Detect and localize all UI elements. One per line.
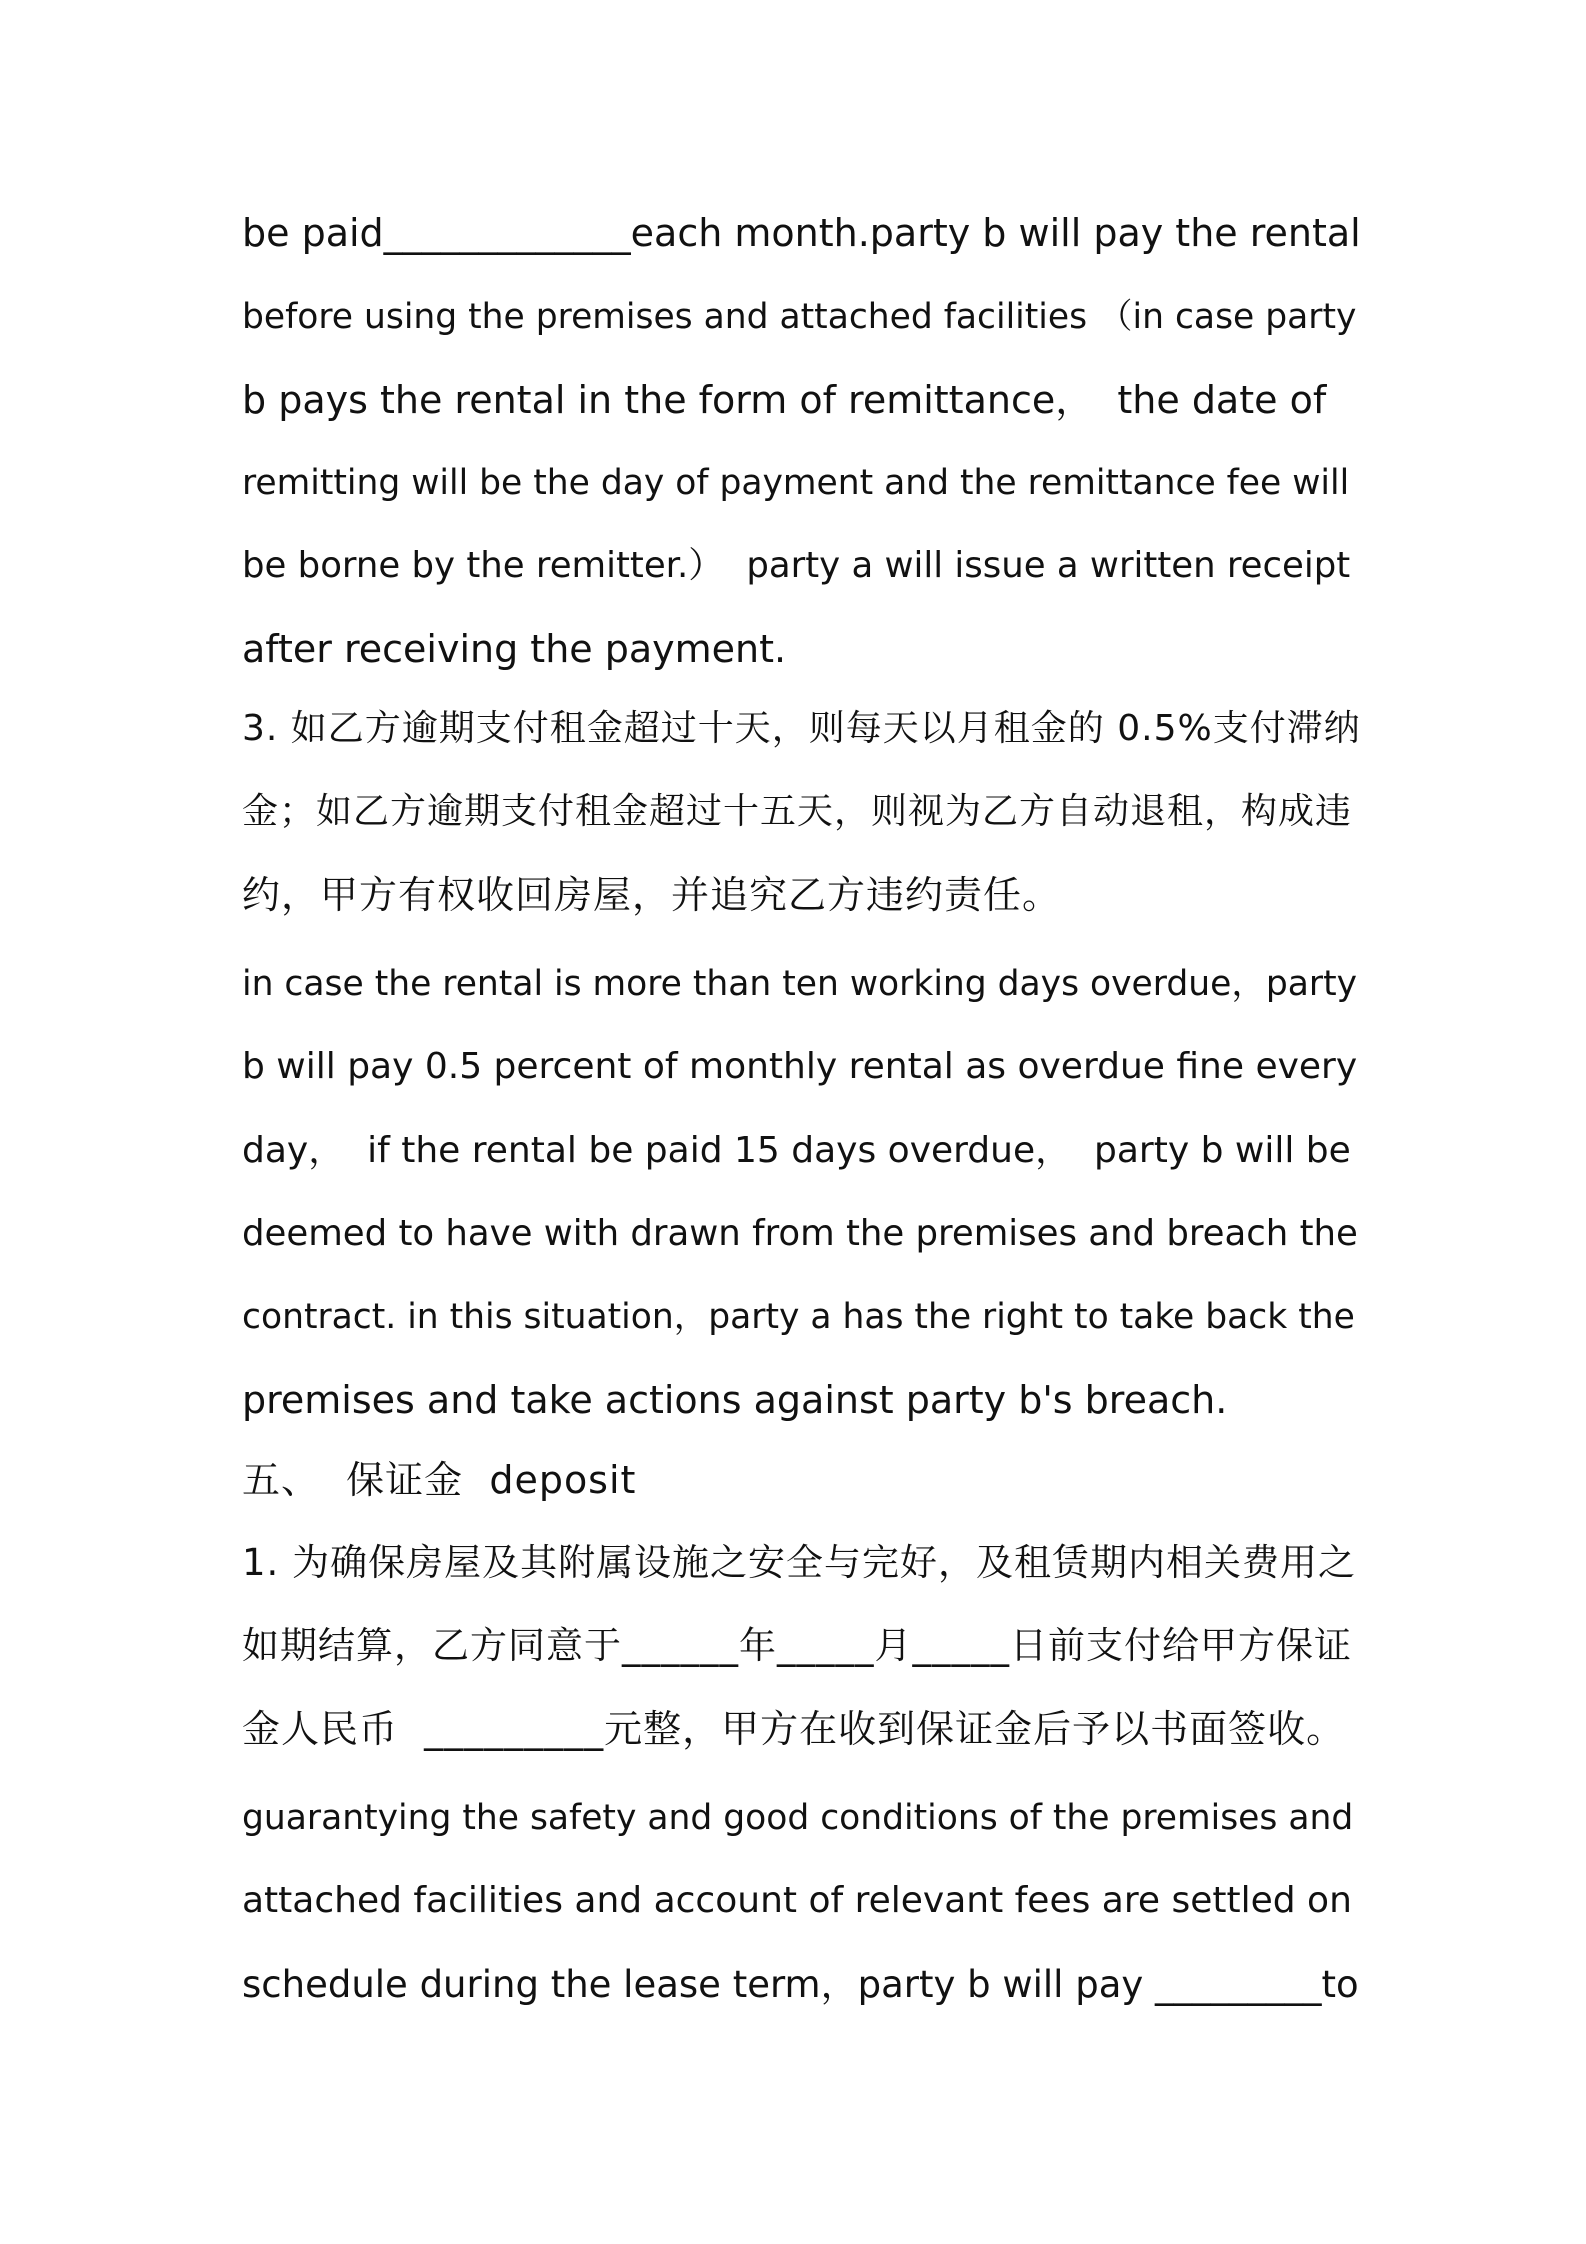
text-line: 3. 如乙方逾期支付租金超过十天，则每天以月租金的 0.5%支付滞纳 bbox=[242, 708, 1361, 749]
text-line: guarantying the safety and good conditions of the premises and bbox=[242, 1798, 1354, 1838]
section-heading: 五、 保证金 deposit bbox=[242, 1458, 637, 1502]
text-line: 约，甲方有权收回房屋，并追究乙方违约责任。 bbox=[242, 873, 1062, 917]
text-line: 金人民币 _________元整，甲方在收到保证金后予以书面签收。 bbox=[242, 1707, 1346, 1751]
text-line: 如期结算，乙方同意于______年_____月_____日前支付给甲方保证 bbox=[242, 1624, 1352, 1667]
text-line: premises and take actions against party b's breach. bbox=[242, 1378, 1228, 1422]
text-line: b will pay 0.5 percent of monthly rental as overdue fine every bbox=[242, 1046, 1358, 1087]
text-line: contract. in this situation，party a has the right to take back the bbox=[242, 1297, 1355, 1337]
text-line: after receiving the payment. bbox=[242, 627, 787, 671]
text-line: remitting will be the day of payment and the remittance fee will bbox=[242, 463, 1350, 503]
text-line: attached facilities and account of relevant fees are settled on bbox=[242, 1880, 1352, 1921]
text-line: 1. 为确保房屋及其附属设施之安全与完好，及租赁期内相关费用之 bbox=[242, 1541, 1357, 1584]
text-line: be paid_____________each month.party b will pay the rental bbox=[242, 211, 1361, 255]
text-line: deemed to have with drawn from the premises and breach the bbox=[242, 1213, 1358, 1254]
text-line: 金；如乙方逾期支付租金超过十五天，则视为乙方自动退租，构成违 bbox=[242, 791, 1353, 832]
text-line: schedule during the lease term，party b will pay _________to bbox=[242, 1963, 1359, 2006]
text-line: be borne by the remitter.） party a will issue a written receipt bbox=[242, 545, 1351, 586]
text-line: b pays the rental in the form of remittance， the date of bbox=[242, 378, 1327, 422]
text-line: day， if the rental be paid 15 days overdue， party b will be bbox=[242, 1130, 1351, 1171]
text-line: in case the rental is more than ten working days overdue，party bbox=[242, 964, 1358, 1004]
text-line: before using the premises and attached facilities （in case party bbox=[242, 297, 1357, 337]
